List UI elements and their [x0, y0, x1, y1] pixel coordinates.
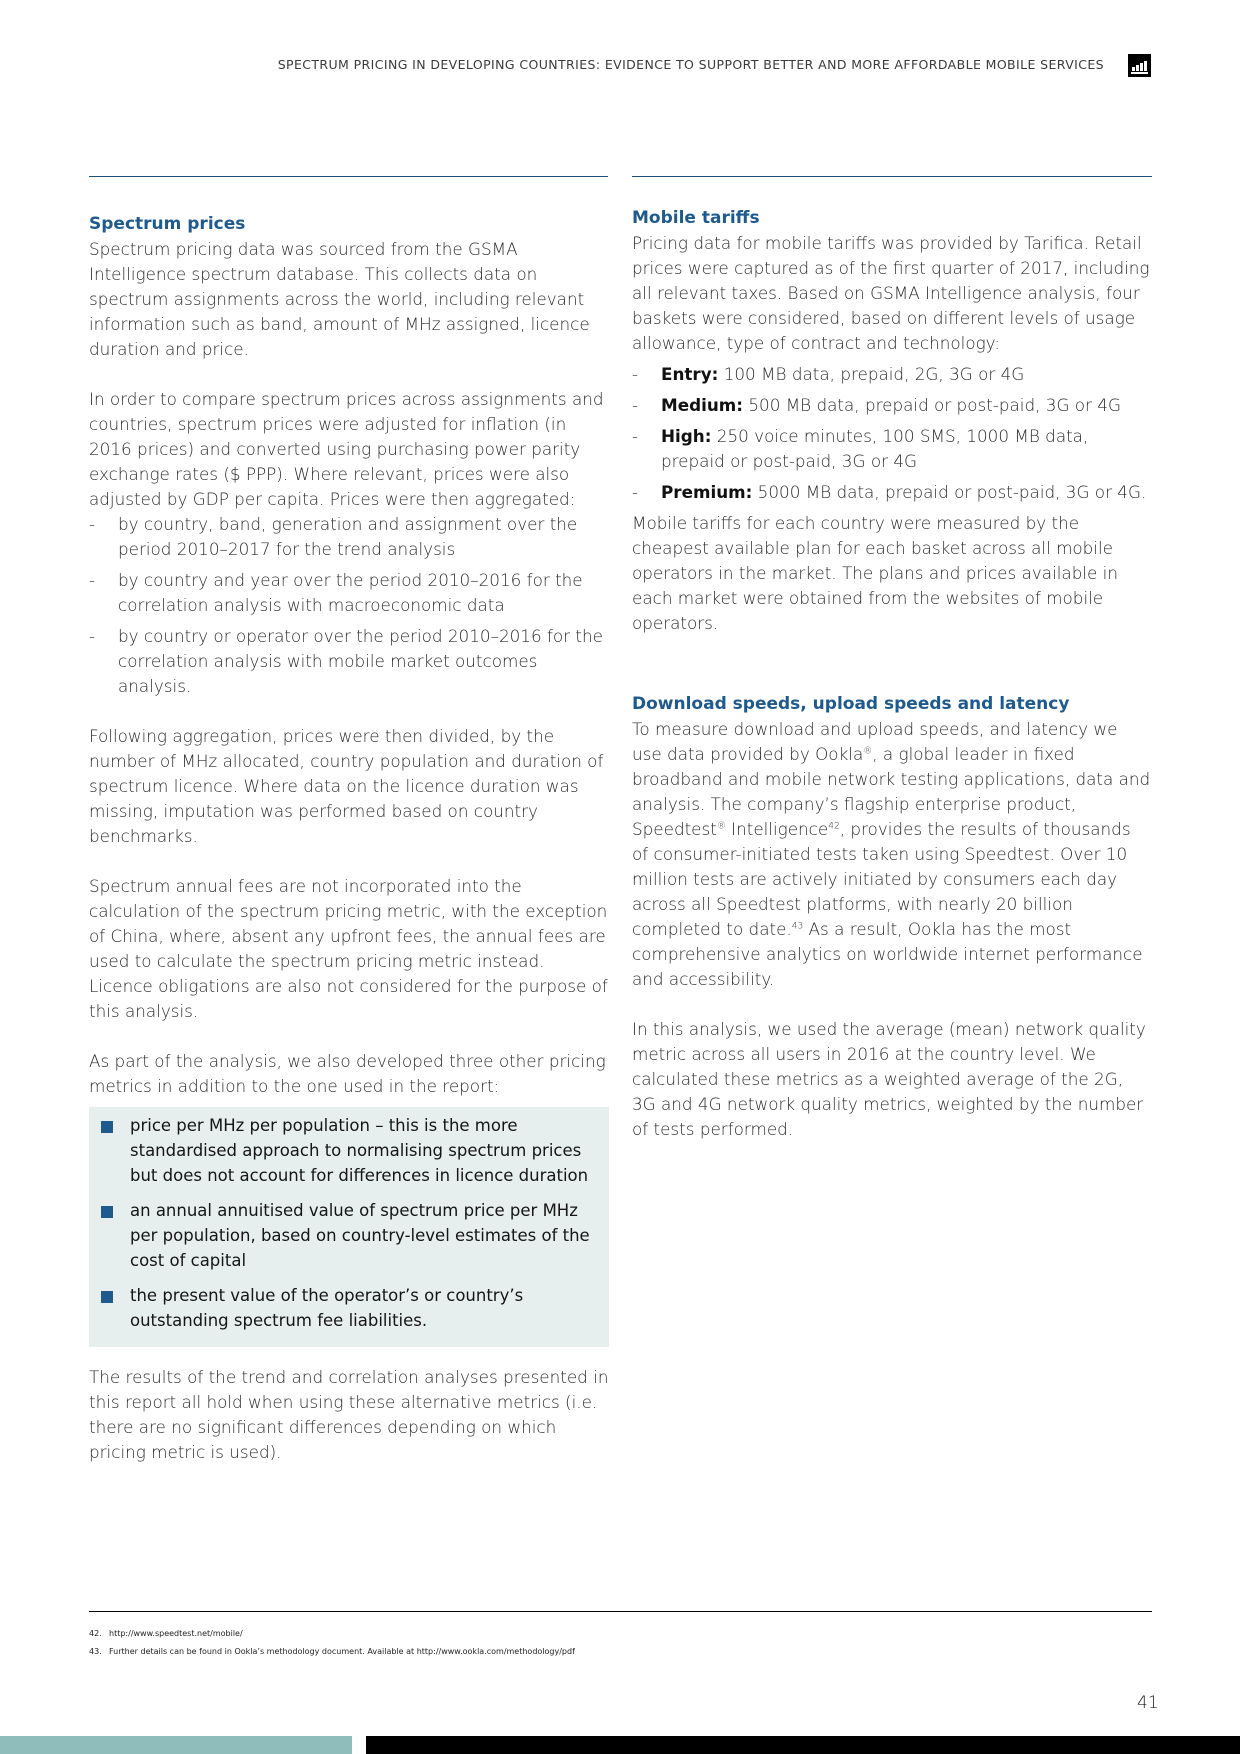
- footnote-ref-42: 42: [828, 821, 840, 832]
- square-bullet-icon: [101, 1121, 113, 1133]
- spectrum-prices-heading: Spectrum prices: [89, 214, 246, 234]
- download-speeds-heading: Download speeds, upload speeds and latency: [632, 694, 1070, 714]
- list-item: [632, 480, 1152, 505]
- dash-bullet: -: [632, 364, 639, 384]
- left-column: [89, 212, 609, 1465]
- dash-bullet: -: [89, 570, 96, 590]
- basket-name: Premium:: [661, 482, 753, 502]
- dash-bullet: -: [632, 482, 639, 502]
- list-item: [632, 362, 1152, 387]
- mobile-tariffs-para-2: Mobile tariffs for each country were measured by the cheapest available plan for each basket across all mobile operators in the market. The plans and prices available in each market were obtained from the websites of mobile operators.: [632, 513, 1118, 633]
- footer-teal-bar: [0, 1736, 352, 1754]
- footnote-link[interactable]: http://www.speedtest.net/mobile/: [109, 1629, 243, 1638]
- callout-item-text: the present value of the operator’s or country’s outstanding spectrum fee liabilities.: [130, 1286, 524, 1330]
- list-item: [89, 512, 609, 562]
- page-number: 41: [1137, 1693, 1159, 1713]
- list-item-text: by country or operator over the period 2010–2016 for the correlation analysis with mobile market outcomes analysis.: [118, 626, 603, 696]
- basket-description: 500 MB data, prepaid or post-paid, 3G or 4G: [743, 395, 1121, 415]
- list-item-text: by country, band, generation and assignment over the period 2010–2017 for the trend analysis: [118, 514, 578, 559]
- basket-description: 250 voice minutes, 100 SMS, 1000 MB data, prepaid or post-paid, 3G or 4G: [661, 426, 1089, 471]
- footnote-number: 43.: [89, 1647, 102, 1656]
- left-column-rule: [89, 176, 608, 177]
- dash-bullet: -: [89, 514, 96, 534]
- list-item-text: by country and year over the period 2010–2016 for the correlation analysis with macroeconomic data: [118, 570, 583, 615]
- callout-item-text: an annual annuitised value of spectrum price per MHz per population, based on country-level estimates of the cost of capital: [130, 1201, 590, 1270]
- download-speeds-para-1: To measure download and upload speeds, and latency we use data provided by Ookla®, a global leader in fixed broadband and mobile network testing applications, data and analysis. The company’s flagship enterprise product, Speedtest® Intelligence$^{42}$, provides the results of thousands of consumer-initiated tests taken using Speedtest. Over 10 million tests are actively initiated by consumers each day across all Speedtest platforms, with nearly 20 billion completed to date.$^{43}$ As a result, Ookla has the most comprehensive analytics on worldwide internet performance and accessibility.: [632, 719, 1151, 989]
- list-item: [632, 424, 1152, 474]
- callout-item: [101, 1283, 597, 1333]
- square-bullet-icon: [101, 1206, 113, 1218]
- dash-bullet: -: [632, 426, 639, 446]
- aggregation-list: [89, 512, 609, 699]
- basket-name: Entry:: [661, 364, 719, 384]
- dash-bullet: -: [89, 626, 96, 646]
- spectrum-prices-para-2: In order to compare spectrum prices across assignments and countries, spectrum prices were adjusted for inflation (in 2016 prices) and converted using purchasing power parity exchange rates ($ PPP). Where relevant, prices were also adjusted by GDP per capita. Prices were then aggregated:: [89, 389, 604, 509]
- basket-list: [632, 362, 1152, 505]
- running-header: SPECTRUM PRICING IN DEVELOPING COUNTRIES: EVIDENCE TO SUPPORT BETTER AND MORE AFFORDABLE MOBILE SERVICES: [277, 57, 1104, 72]
- footnote: [89, 1643, 575, 1661]
- right-column: [632, 206, 1152, 1142]
- list-item: [89, 568, 609, 618]
- footnote-ref-43: 43: [791, 921, 804, 932]
- basket-name: Medium:: [661, 395, 743, 415]
- right-column-rule: [632, 176, 1152, 177]
- basket-description: 5000 MB data, prepaid or post-paid, 3G or 4G.: [752, 482, 1147, 502]
- footer-black-bar: [366, 1736, 1240, 1754]
- callout-item: [101, 1113, 597, 1188]
- basket-description: 100 MB data, prepaid, 2G, 3G or 4G: [718, 364, 1025, 384]
- basket-name: High:: [661, 426, 712, 446]
- spectrum-prices-para-6: The results of the trend and correlation analyses presented in this report all hold when using these alternative metrics (i.e. there are no significant differences depending on which pricing metric is used).: [89, 1367, 609, 1462]
- mobile-tariffs-heading: Mobile tariffs: [632, 208, 760, 228]
- dash-bullet: -: [632, 395, 639, 415]
- square-bullet-icon: [101, 1291, 113, 1303]
- footnotes: [89, 1625, 575, 1661]
- spectrum-prices-para-4: Spectrum annual fees are not incorporated into the calculation of the spectrum pricing metric, with the exception of China, where, absent any upfront fees, the annual fees are used to calculate the spectrum pricing metric instead. Licence obligations are also not considered for the purpose of this analysis.: [89, 876, 608, 1021]
- footnote: [89, 1625, 575, 1643]
- footnote-divider: [89, 1611, 1152, 1612]
- gsma-logo-icon: [1128, 54, 1151, 77]
- spectrum-prices-para-1: Spectrum pricing data was sourced from the GSMA Intelligence spectrum database. This collects data on spectrum assignments across the world, including relevant information such as band, amount of MHz assigned, licence duration and price.: [89, 239, 590, 359]
- mobile-tariffs-para-1: Pricing data for mobile tariffs was provided by Tarifica. Retail prices were captured as of the first quarter of 2017, including all relevant taxes. Based on GSMA Intelligence analysis, four baskets were considered, based on different levels of usage allowance, type of contract and technology:: [632, 233, 1150, 353]
- spectrum-prices-para-5: As part of the analysis, we also developed three other pricing metrics in addition to the one used in the report:: [89, 1051, 606, 1096]
- callout-item: [101, 1198, 597, 1273]
- footnote-text: Further details can be found in Ookla’s methodology document. Available at http://www.ookla.com/methodology/pdf: [109, 1647, 575, 1656]
- pricing-metrics-callout: [89, 1107, 609, 1347]
- footnote-number: 42.: [89, 1629, 102, 1638]
- spectrum-prices-para-3: Following aggregation, prices were then divided, by the number of MHz allocated, country population and duration of spectrum licence. Where data on the licence duration was missing, imputation was performed based on country benchmarks.: [89, 726, 604, 846]
- callout-item-text: price per MHz per population – this is the more standardised approach to normalising spectrum prices but does not account for differences in licence duration: [130, 1116, 589, 1185]
- list-item: [632, 393, 1152, 418]
- list-item: [89, 624, 609, 699]
- download-speeds-para-2: In this analysis, we used the average (mean) network quality metric across all users in 2016 at the country level. We calculated these metrics as a weighted average of the 2G, 3G and 4G network quality metrics, weighted by the number of tests performed.: [632, 1019, 1146, 1139]
